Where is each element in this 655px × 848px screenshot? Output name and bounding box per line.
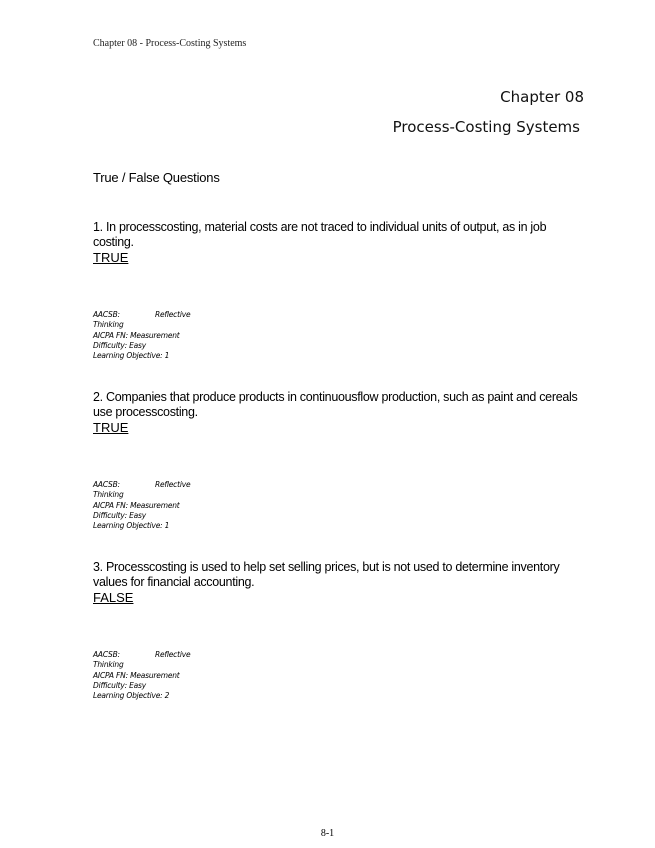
aicpa-tag: AICPA FN: Measurement: [93, 330, 180, 340]
aacsb-value-cont: Thinking: [93, 490, 124, 500]
aicpa-tag: AICPA FN: Measurement: [93, 500, 180, 510]
question-text: 2. Companies that produce products in continuousflow production, such as paint and cereals use processcosting.: [93, 390, 578, 419]
learning-objective-tag: Learning Objective: 1: [93, 521, 170, 531]
question-1: [93, 220, 583, 361]
aacsb-value: Reflective: [155, 650, 191, 659]
chapter-number: Chapter 08: [500, 88, 584, 106]
difficulty-tag: Difficulty: Easy: [93, 340, 146, 350]
learning-objective-tag: Learning Objective: 2: [93, 691, 170, 701]
question-answer: FALSE: [93, 590, 134, 605]
aacsb-label: AACSB:: [93, 480, 120, 489]
aacsb-value-cont: Thinking: [93, 320, 124, 330]
running-header: Chapter 08 - Process-Costing Systems: [93, 38, 247, 49]
page-number: 8-1: [320, 828, 335, 839]
aacsb-label: AACSB:: [93, 650, 120, 659]
question-metadata: [93, 310, 223, 361]
question-text: 1. In processcosting, material costs are not traced to individual units of output, as in job costing.: [93, 220, 547, 249]
chapter-title: Process-Costing Systems: [392, 118, 580, 136]
question-3: [93, 560, 583, 701]
difficulty-tag: Difficulty: Easy: [93, 510, 146, 520]
question-text: 3. Processcosting is used to help set selling prices, but is not used to determine inventory values for financial accounting.: [93, 560, 560, 589]
section-heading: True / False Questions: [93, 170, 220, 185]
difficulty-tag: Difficulty: Easy: [93, 680, 146, 690]
question-answer: TRUE: [93, 420, 129, 435]
learning-objective-tag: Learning Objective: 1: [93, 351, 170, 361]
aacsb-value: Reflective: [155, 310, 191, 319]
question-metadata: [93, 480, 223, 531]
question-answer: TRUE: [93, 250, 129, 265]
aicpa-tag: AICPA FN: Measurement: [93, 670, 180, 680]
aacsb-value-cont: Thinking: [93, 660, 124, 670]
question-2: [93, 390, 583, 531]
question-metadata: [93, 650, 223, 701]
aacsb-value: Reflective: [155, 480, 191, 489]
aacsb-label: AACSB:: [93, 310, 120, 319]
